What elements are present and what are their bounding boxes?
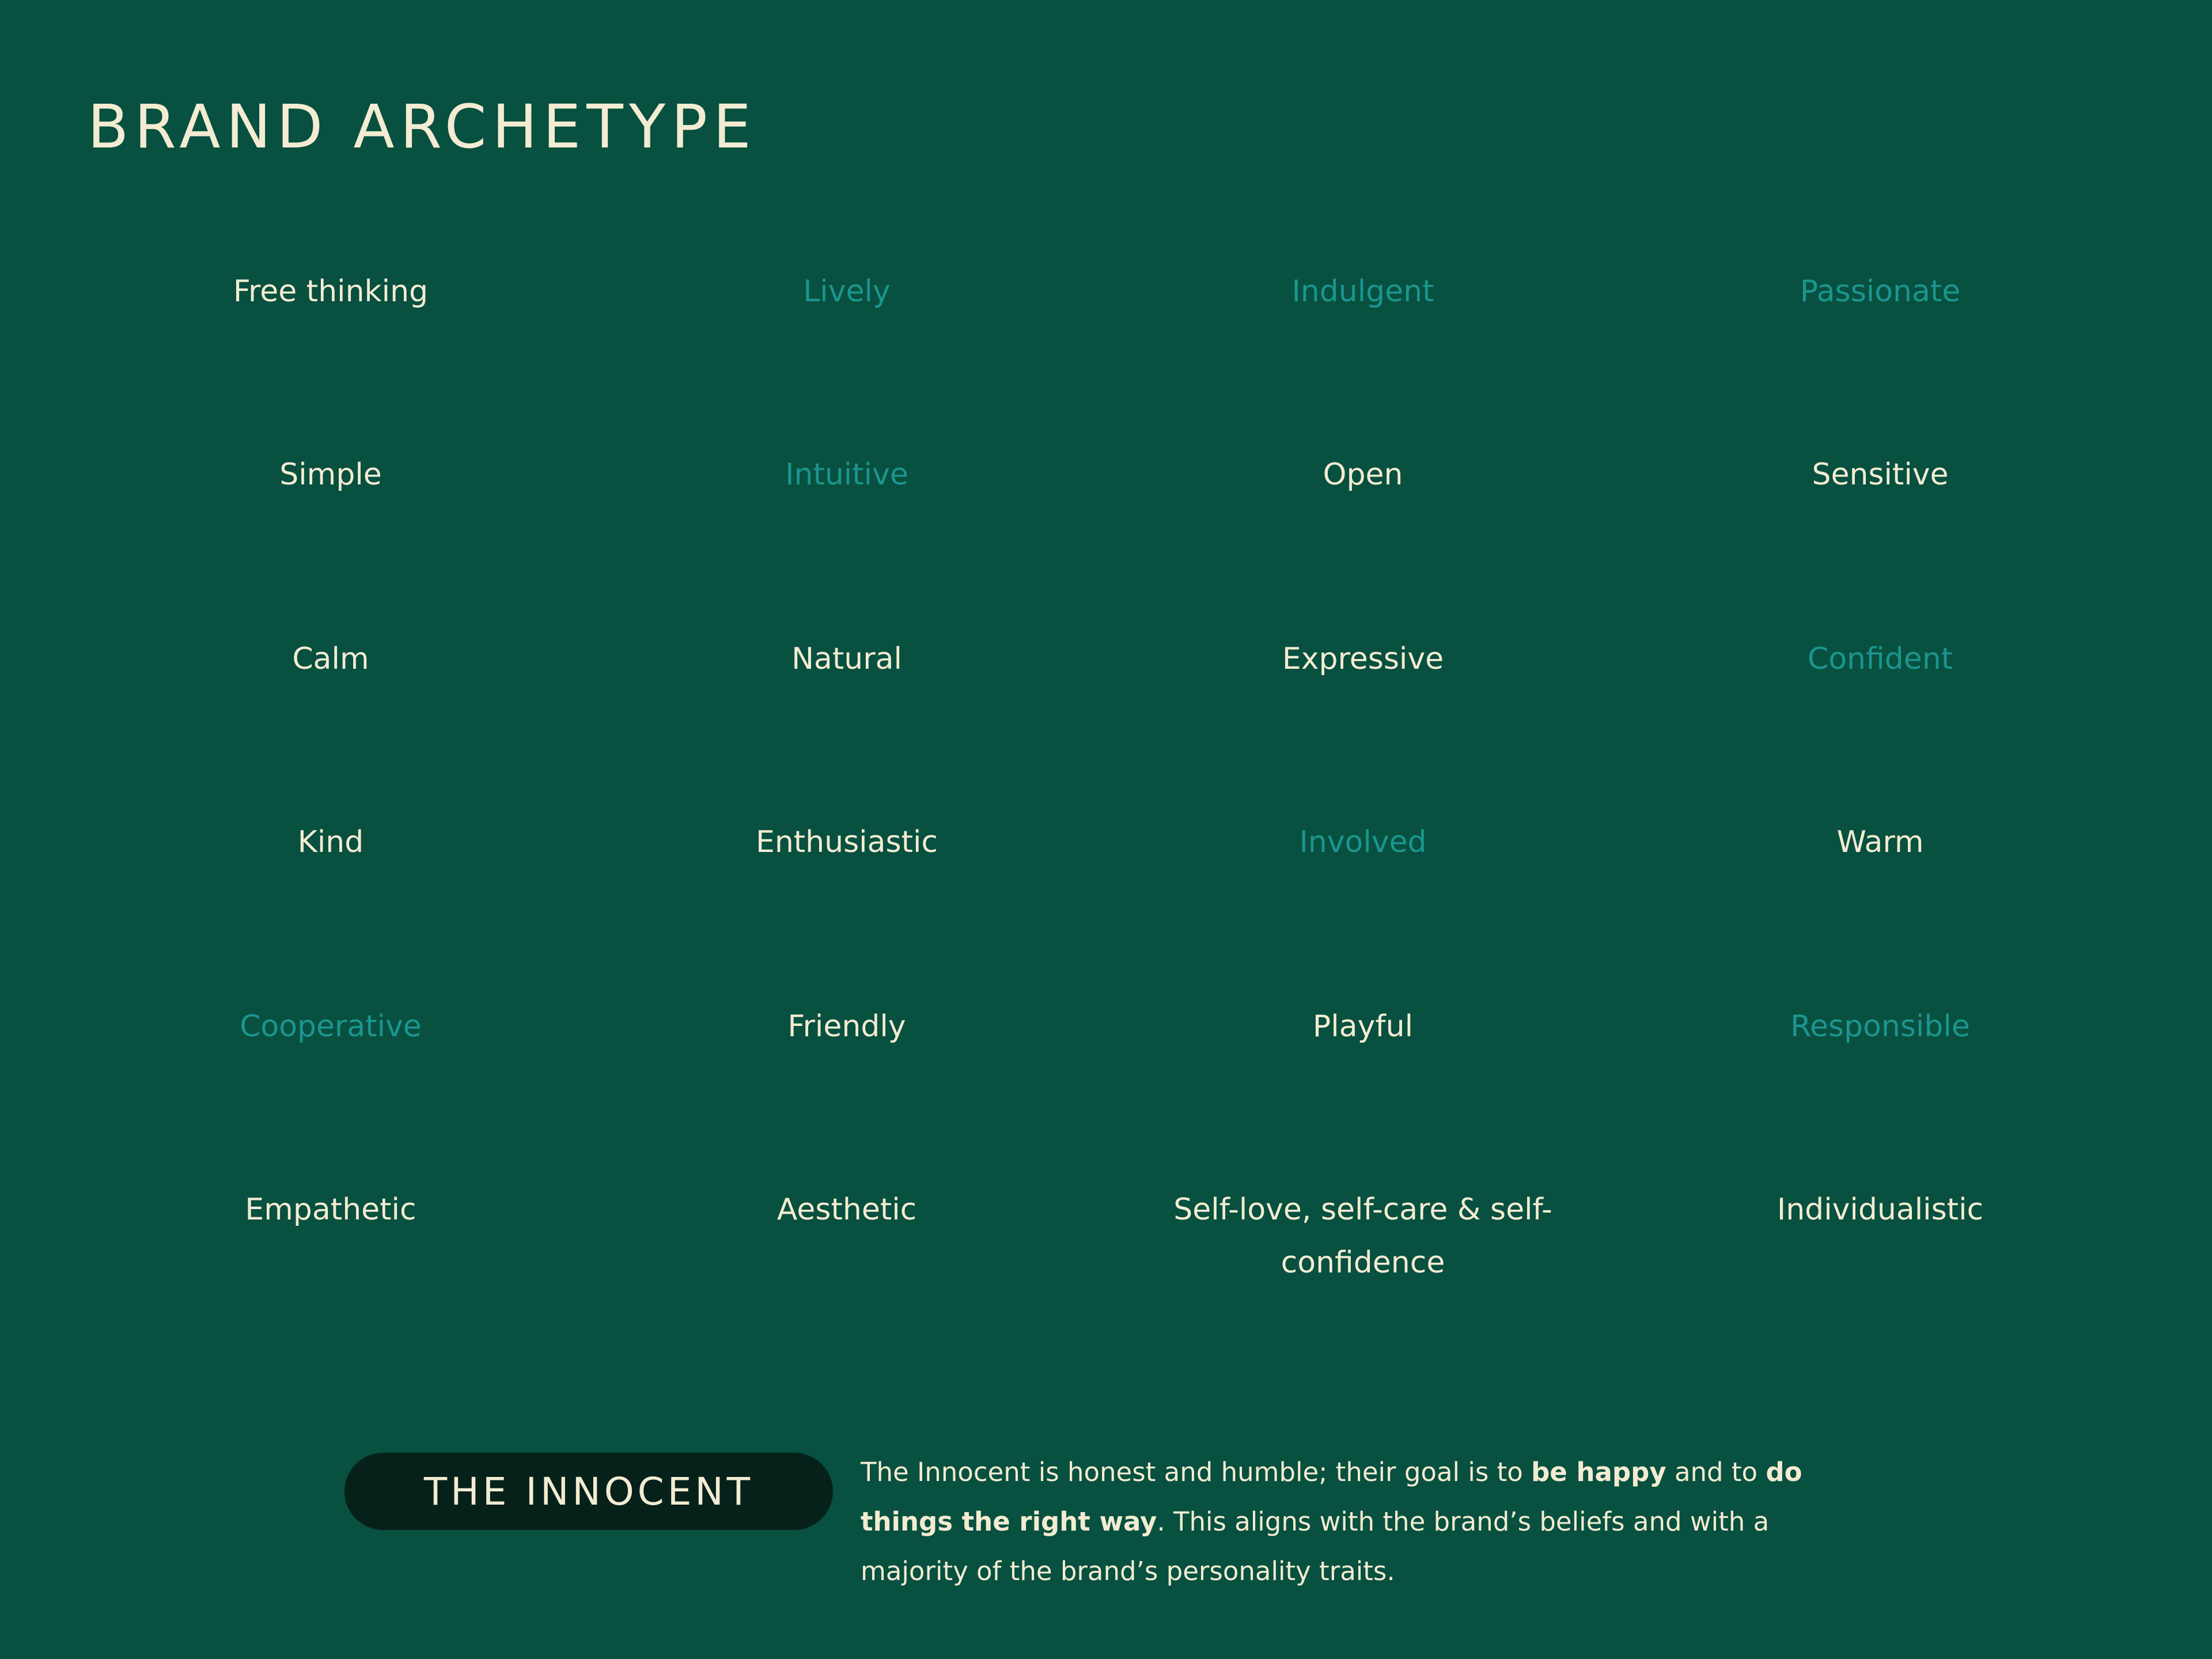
archetype-badge: [344, 1453, 833, 1530]
trait-item: Aesthetic: [777, 1192, 917, 1227]
trait-item: Open: [1323, 457, 1403, 492]
description-text: The Innocent is honest and humble; their goal is to: [861, 1457, 1532, 1487]
description-text: and to: [1666, 1457, 1766, 1487]
trait-item: Warm: [1836, 825, 1924, 859]
trait-item: Free thinking: [233, 274, 429, 309]
trait-item: Confident: [1807, 642, 1953, 676]
trait-item: Sensitive: [1812, 457, 1949, 492]
trait-item: Playful: [1312, 1009, 1414, 1044]
trait-item: Responsible: [1790, 1009, 1970, 1044]
description-emphasis: do things the right way: [861, 1457, 1802, 1537]
trait-item: Self-love, self-care & self-confidence: [1173, 1192, 1552, 1280]
trait-item: Cooperative: [240, 1009, 422, 1044]
trait-item: Calm: [292, 642, 369, 676]
page-title: BRAND ARCHETYPE: [88, 92, 757, 162]
description-text: . This aligns with the brand’s beliefs and with a majority of the brand’s personality traits.: [861, 1506, 1770, 1586]
trait-item: Lively: [803, 274, 891, 309]
trait-item: Simple: [279, 457, 382, 492]
trait-item: Enthusiastic: [755, 825, 938, 859]
trait-item: Natural: [791, 642, 902, 676]
trait-item: Kind: [297, 825, 364, 859]
trait-item: Friendly: [787, 1009, 906, 1044]
archetype-description: [861, 1448, 1851, 1596]
description-emphasis: be happy: [1531, 1457, 1666, 1487]
archetype-name: THE INNOCENT: [423, 1469, 754, 1514]
trait-item: Empathetic: [245, 1192, 416, 1227]
trait-item: Intuitive: [785, 457, 908, 492]
trait-item: Passionate: [1800, 274, 1961, 309]
trait-item: Individualistic: [1777, 1192, 1984, 1227]
trait-item: Involved: [1299, 825, 1427, 859]
trait-item: Indulgent: [1291, 274, 1434, 309]
trait-item: Expressive: [1282, 642, 1444, 676]
